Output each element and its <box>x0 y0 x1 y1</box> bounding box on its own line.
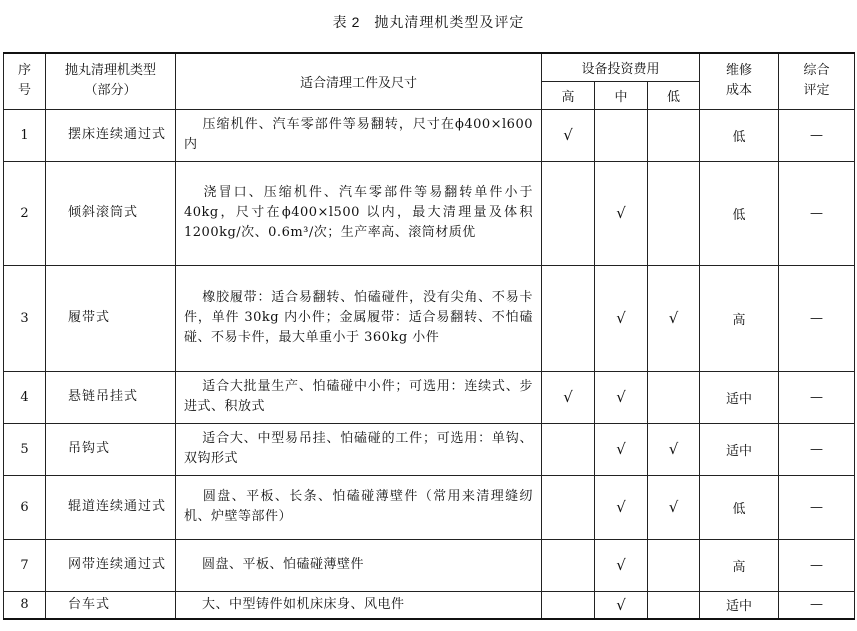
row-cost-low <box>648 539 700 591</box>
row-type: 悬链吊挂式 <box>46 371 176 423</box>
row-cost-high <box>542 475 595 539</box>
row-number: 5 <box>4 423 46 475</box>
table-row <box>4 265 855 371</box>
row-cost-mid: √ <box>595 539 648 591</box>
header-desc: 适合清理工件及尺寸 <box>176 53 542 109</box>
row-number: 1 <box>4 109 46 161</box>
row-cost-low <box>648 591 700 619</box>
row-type: 摆床连续通过式 <box>46 109 176 161</box>
row-cost-high <box>542 591 595 619</box>
row-cost-mid: √ <box>595 423 648 475</box>
row-cost-high <box>542 539 595 591</box>
row-cost-high <box>542 161 595 265</box>
row-desc: 适合大批量生产、怕磕碰中小件；可选用：连续式、步进式、积放式 <box>176 371 542 423</box>
row-maintenance: 适中 <box>700 423 779 475</box>
shot-blast-machine-table <box>3 52 855 620</box>
row-evaluation: — <box>779 423 855 475</box>
row-desc: 大、中型铸件如机床床身、风电件 <box>176 591 542 619</box>
row-cost-mid: √ <box>595 161 648 265</box>
table-row <box>4 539 855 591</box>
row-cost-low <box>648 109 700 161</box>
table-row <box>4 161 855 265</box>
header-cost-high: 高 <box>542 81 595 109</box>
row-cost-high <box>542 423 595 475</box>
row-number: 8 <box>4 591 46 619</box>
table-row <box>4 475 855 539</box>
row-type: 吊钩式 <box>46 423 176 475</box>
row-cost-low <box>648 161 700 265</box>
table-row <box>4 371 855 423</box>
table-row <box>4 423 855 475</box>
row-cost-high <box>542 265 595 371</box>
table-row <box>4 109 855 161</box>
row-maintenance: 低 <box>700 109 779 161</box>
header-evaluation: 综合 评定 <box>779 53 855 109</box>
row-cost-mid: √ <box>595 591 648 619</box>
row-evaluation: — <box>779 161 855 265</box>
row-desc: 压缩机件、汽车零部件等易翻转，尺寸在ϕ400×l600 内 <box>176 109 542 161</box>
caption-number: 2 <box>351 14 361 30</box>
header-cost: 设备投资费用 <box>542 53 700 81</box>
row-maintenance: 低 <box>700 161 779 265</box>
row-cost-mid: √ <box>595 475 648 539</box>
header-type: 抛丸清理机类型 （部分） <box>46 53 176 109</box>
row-evaluation: — <box>779 475 855 539</box>
caption-title: 抛丸清理机类型及评定 <box>374 15 525 31</box>
row-maintenance: 高 <box>700 539 779 591</box>
table-row <box>4 591 855 619</box>
row-maintenance: 适中 <box>700 371 779 423</box>
row-number: 2 <box>4 161 46 265</box>
row-evaluation: — <box>779 109 855 161</box>
row-cost-low <box>648 371 700 423</box>
row-type: 履带式 <box>46 265 176 371</box>
row-cost-high: √ <box>542 109 595 161</box>
row-cost-mid: √ <box>595 371 648 423</box>
row-desc: 橡胶履带：适合易翻转、怕磕碰件，没有尖角、不易卡件，单件 30kg 内小件；金属履带：适合易翻转、不怕磕碰、不易卡件，最大单重小于 360kg 小件 <box>176 265 542 371</box>
row-cost-mid: √ <box>595 265 648 371</box>
row-type: 辊道连续通过式 <box>46 475 176 539</box>
row-number: 4 <box>4 371 46 423</box>
row-desc: 浇冒口、压缩机件、汽车零部件等易翻转单件小于 40kg，尺寸在ϕ400×l500 以内，最大清理量及体积 1200kg/次、0.6m³/次；生产率高、滚筒材质优 <box>176 161 542 265</box>
row-type: 网带连续通过式 <box>46 539 176 591</box>
row-maintenance: 低 <box>700 475 779 539</box>
header-cost-mid: 中 <box>595 81 648 109</box>
header-cost-low: 低 <box>648 81 700 109</box>
row-desc: 圆盘、平板、长条、怕磕碰薄壁件（常用来清理缝纫机、炉壁等部件） <box>176 475 542 539</box>
row-evaluation: — <box>779 539 855 591</box>
row-cost-high: √ <box>542 371 595 423</box>
row-desc: 圆盘、平板、怕磕碰薄壁件 <box>176 539 542 591</box>
row-evaluation: — <box>779 371 855 423</box>
row-number: 3 <box>4 265 46 371</box>
row-desc: 适合大、中型易吊挂、怕磕碰的工件；可选用：单钩、双钩形式 <box>176 423 542 475</box>
row-maintenance: 适中 <box>700 591 779 619</box>
header-seq: 序 号 <box>4 53 46 109</box>
row-cost-low: √ <box>648 423 700 475</box>
row-maintenance: 高 <box>700 265 779 371</box>
row-type: 倾斜滚筒式 <box>46 161 176 265</box>
row-cost-low: √ <box>648 475 700 539</box>
row-cost-low: √ <box>648 265 700 371</box>
row-number: 6 <box>4 475 46 539</box>
row-evaluation: — <box>779 591 855 619</box>
row-type: 台车式 <box>46 591 176 619</box>
caption-label: 表 <box>332 15 348 31</box>
table-caption <box>0 12 857 32</box>
row-cost-mid <box>595 109 648 161</box>
row-number: 7 <box>4 539 46 591</box>
row-evaluation: — <box>779 265 855 371</box>
header-maintenance: 维修 成本 <box>700 53 779 109</box>
